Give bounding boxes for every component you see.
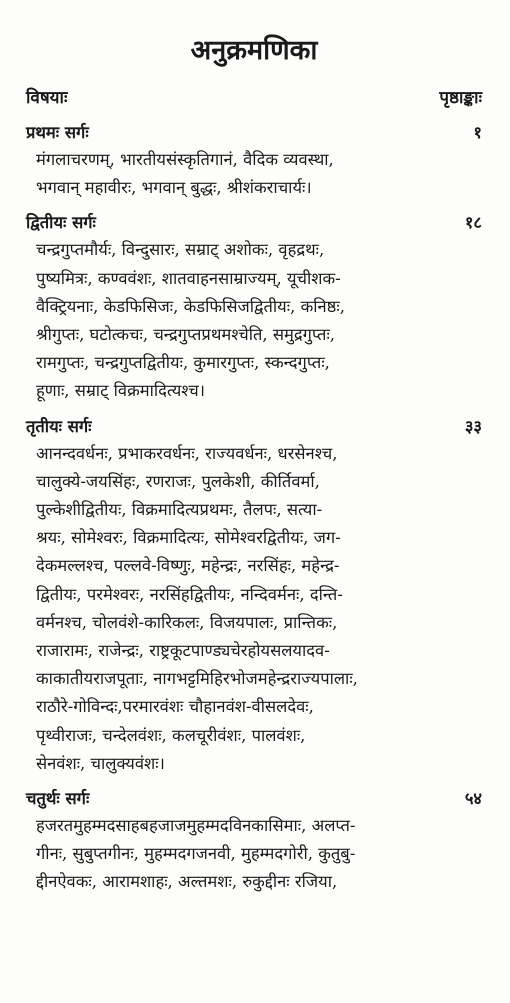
section-topics: [26, 146, 482, 202]
topic-line: रामगुप्तः, चन्द्रगुप्तद्वितीयः, कुमारगुप्तः, स्कन्दगुप्तः,: [36, 353, 330, 373]
topic-line: वर्मनश्च, चोलवंशे-कारिकलः, विजयपालः, प्रान्तिकः,: [36, 612, 338, 632]
section-page-number: ३३: [464, 416, 482, 436]
topic-line: गीनः, सुबुप्तगीनः, मुहम्मदगजनवी, मुहम्मदगोरी, कुतुबु-: [36, 844, 356, 864]
section-topics: [26, 812, 482, 897]
section-page-number: १: [473, 123, 482, 142]
topic-line: भगवान् महावीरः, भगवान् बुद्धः, श्रीशंकराचार्यः।: [36, 178, 312, 198]
topic-line: मंगलाचरणम्, भारतीयसंस्कृतिगानं, वैदिक व्यवस्था,: [36, 150, 334, 169]
topic-line: चालुक्ये-जयसिंहः, रणराजः, पुलकेशी, कीर्तिवर्मा,: [36, 471, 320, 491]
section-heading-row: [26, 414, 482, 440]
toc-section-1: [26, 120, 482, 202]
topic-line: हूणाः, सम्राट् विक्रमादित्यश्च।: [36, 381, 206, 401]
toc-section-4: [26, 786, 482, 897]
topic-line: पुष्यमित्रः, कण्ववंशः, शातवाहनसाम्राज्यम्, यूचीशक-: [36, 268, 341, 288]
section-topics: [26, 236, 482, 405]
topic-line: काकातीयराजपूताः, नागभट्टमिहिरभोजमहेन्द्रराज्यपालाः,: [36, 669, 358, 689]
section-heading: तृतीयः सर्गः: [26, 416, 92, 436]
section-topics: [26, 440, 482, 778]
section-heading-row: [26, 786, 482, 812]
page-title: अनुक्रमणिका: [190, 35, 318, 66]
topic-line: राठौरे-गोविन्दः,परमारवंशः चौहानवंश-वीसलदेवः,: [36, 697, 314, 717]
topic-line: चन्द्रगुप्तमौर्यः, विन्दुसारः, सम्राट् अशोकः, वृहद्रथः,: [36, 240, 325, 260]
section-page-number: ५४: [464, 789, 482, 809]
section-heading-row: [26, 210, 482, 236]
section-heading: प्रथमः सर्गः: [26, 123, 89, 142]
topic-line: श्रयः, सोमेश्वरः, विक्रमादित्यः, सोमेश्वरद्वितीयः, जग-: [36, 528, 341, 548]
topic-line: राजारामः, राजेन्द्रः, राष्ट्रकूटपाण्ड्यचेरहोयसलयादव-: [36, 641, 330, 661]
column-header: [26, 85, 482, 108]
section-page-number: १८: [464, 213, 482, 233]
topic-line: देकमल्लश्च, पल्लवे-विष्णुः, महेन्द्रः, नरसिंहः, महेन्द्र-: [36, 556, 340, 576]
topic-line: आनन्दवर्धनः, प्रभाकरवर्धनः, राज्यवर्धनः, धरसेनश्च,: [36, 443, 338, 463]
section-heading-row: [26, 120, 482, 146]
column-header-pages: पृष्ठाङ्काः: [439, 88, 482, 108]
topic-line: द्वितीयः, परमेश्वरः, नरसिंहद्वितीयः, नन्दिवर्मनः, दन्ति-: [36, 584, 343, 604]
topic-line: वैक्ट्रियनाः, केडफिसिजः, केडफिसिजद्वितीयः, कनिष्ठः,: [36, 296, 345, 316]
column-header-subjects: विषयाः: [26, 88, 68, 108]
toc-section-2: [26, 210, 482, 405]
toc-section-3: [26, 414, 482, 778]
topic-line: द्दीनऐवकः, आरामशाहः, अल्तमशः, रुकुद्दीनः रजिया,: [36, 872, 338, 892]
section-heading: द्वितीयः सर्गः: [26, 213, 96, 233]
topic-line: पुल्केशीद्वितीयः, विक्रमादित्यप्रथमः, तैलपः, सत्या-: [36, 500, 323, 520]
topic-line: हजरतमुहम्मदसाहबहजाजमुहम्मदविनकासिमाः, अलप्त-: [36, 816, 356, 836]
topic-line: पृथ्वीराजः, चन्देलवंशः, कलचूरीवंशः, पालवंशः,: [36, 725, 306, 745]
topic-line: सेनवंशः, चालुक्यवंशः।: [36, 753, 165, 773]
section-heading: चतुर्थः सर्गः: [26, 789, 90, 809]
topic-line: श्रीगुप्तः, घटोत्कचः, चन्द्रगुप्तप्रथमश्चेति, समुद्रगुप्तः,: [36, 325, 336, 345]
